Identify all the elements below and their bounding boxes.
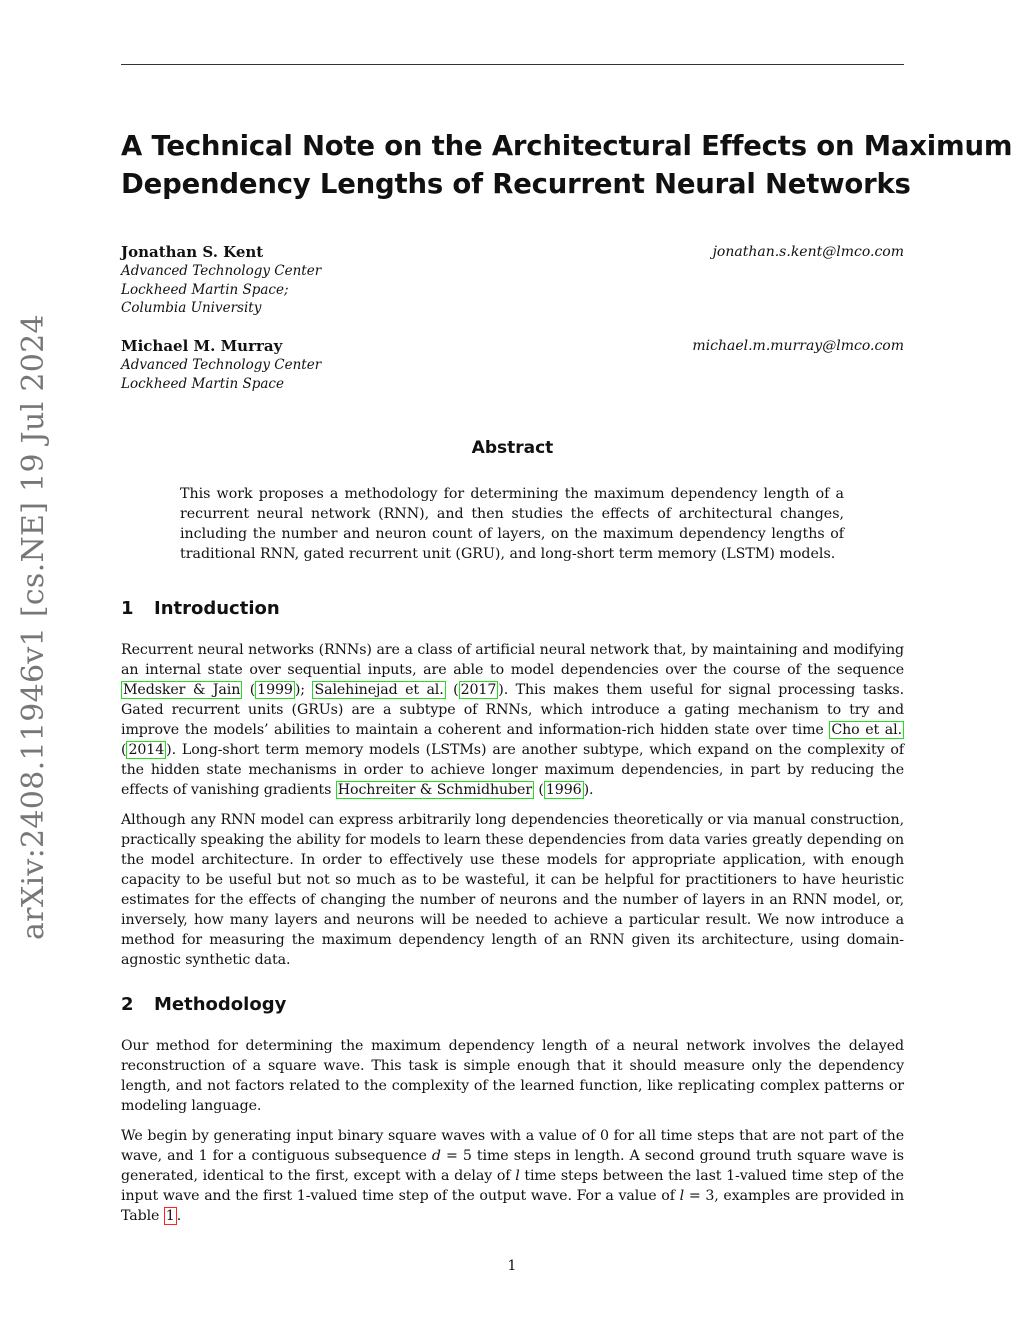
title-line-1: A Technical Note on the Architectural Effects on Maximum — [121, 130, 1013, 162]
author-block-2 — [121, 337, 904, 393]
section-number: 2 — [121, 994, 134, 1015]
section-number: 1 — [121, 598, 134, 619]
page-number: 1 — [507, 1258, 517, 1274]
citation-year-link[interactable]: 1999 — [257, 682, 293, 698]
abstract-text: This work proposes a methodology for determining the maximum dependency length of a recurrent neural network (RNN), and then studies the effects of architectural changes, including the number and neuron count of layers, on the maximum dependency lengths of traditional RNN, gated recurrent unit (GRU), and long-short term memory (LSTM) models. — [180, 486, 844, 562]
author-name: Michael M. Murray — [121, 337, 283, 355]
author-affiliation: Advanced Technology Center — [121, 357, 322, 373]
section-heading-introduction — [121, 598, 280, 619]
citation-year-link[interactable]: 2014 — [128, 742, 165, 758]
author-name: Jonathan S. Kent — [121, 243, 264, 261]
author-affiliation: Advanced Technology Center — [121, 263, 322, 279]
methodology-paragraph-1: Our method for determining the maximum dependency length of a neural network involves the delayed reconstruction of a square wave. This task is simple enough that it should measure only the dependency length, and not factors related to the complexity of the learned function, like replicating complex patterns or modeling language. — [121, 1038, 904, 1114]
abstract-heading: Abstract — [471, 438, 554, 458]
section-heading-methodology — [121, 994, 286, 1015]
text-run: ). — [583, 782, 594, 798]
table-reference-link[interactable]: 1 — [165, 1208, 175, 1224]
text-run: ); — [294, 682, 305, 698]
section-title: Methodology — [154, 994, 287, 1015]
citation-link[interactable]: Cho et al. — [831, 722, 902, 738]
text-run: = 3, examples are provided in Table — [121, 1188, 904, 1224]
text-run: . — [176, 1208, 182, 1224]
math-variable: l — [515, 1168, 520, 1184]
section-title: Introduction — [154, 598, 280, 619]
intro-paragraph-2: Although any RNN model can express arbitrarily long dependencies theoretically or via manual construction, practically speaking the ability for models to learn these dependencies from data varies greatly depending on the model architecture. In order to effectively use these models for appropriate application, with enough capacity to be useful but not so much as to be wasteful, it can be helpful for practitioners to have heuristic estimates for the effects of changing the number of neurons and the number of layers in an RNN model, or, inversely, how many layers and neurons will be needed to achieve a particular result. We now introduce a method for measuring the maximum dependency length of an RNN given its architecture, using domain-agnostic synthetic data. — [121, 812, 904, 968]
citation-link[interactable]: Medsker & Jain — [123, 682, 241, 698]
text-run: We begin by generating input binary square waves with a value of 0 for all time steps that are not part of the wave, and 1 for a contiguous subsequence — [121, 1128, 904, 1164]
title-line-2: Dependency Lengths of Recurrent Neural Networks — [121, 168, 911, 200]
top-rule — [121, 64, 904, 65]
author-email[interactable]: jonathan.s.kent@lmco.com — [712, 244, 904, 260]
text-run: Recurrent neural networks (RNNs) are a class of artificial neural network that, by maintaining and modifying an internal state over sequential inputs, are able to model dependencies over the course of the sequence — [121, 642, 904, 678]
text-run: ). Long-short term memory models (LSTMs) are another subtype, which expand on the complexity of the hidden state mechanisms in order to achieve longer maximum dependencies, in part by reducing the effects of vanishing gradients — [121, 742, 904, 798]
citation-year-link[interactable]: 2017 — [460, 682, 497, 698]
author-affiliation: Lockheed Martin Space — [121, 375, 284, 392]
math-variable: d — [431, 1148, 441, 1164]
text-run: ( — [249, 682, 256, 698]
text-run: time steps between the last 1-valued time step of the input wave and the first 1-valued time step of the output wave. For a value of — [121, 1168, 904, 1204]
author-email[interactable]: michael.m.murray@lmco.com — [692, 338, 904, 354]
author-affiliation: Lockheed Martin Space; — [121, 281, 289, 298]
arxiv-sidebar-stamp: arXiv:2408.11946v1 [cs.NE] 19 Jul 2024 — [16, 314, 51, 940]
author-block-1 — [121, 243, 904, 318]
intro-paragraph-1: Recurrent neural networks (RNNs) are a class of artificial neural network that, by maintaining and modifying an internal state over sequential inputs, are able to model dependencies over the course of the sequence Medsker & Jain ( 1999 ); Salehinejad et al. ( 2017 ). This makes them useful for signal processing tasks. Gated recurrent units (GRUs) are a subtype of RNNs, which introduce a gating mechanism to try and improve the models’ abilities to maintain a coherent and information-rich hidden state over time Cho et al. ( 2014 ). Long-short term memory models (LSTMs) are another subtype, which expand on the complexity of the hidden state mechanisms in order to achieve longer maximum dependencies, in part by reducing the effects of vanishing gradients Hochreiter & Schmidhuber ( 1996 ). — [121, 642, 904, 798]
citation-link[interactable]: Hochreiter & Schmidhuber — [337, 782, 533, 798]
methodology-paragraph-2 — [121, 1126, 904, 1226]
math-variable: l — [679, 1188, 685, 1204]
citation-link[interactable]: Salehinejad et al. — [314, 682, 444, 698]
paper-title — [121, 127, 1013, 203]
citation-year-link[interactable]: 1996 — [545, 782, 582, 798]
text-run: = 5 time steps in length. A second ground truth square wave is generated, identical to the first, except with a delay of — [121, 1148, 904, 1184]
text-run: ). This makes them useful for signal processing tasks. Gated recurrent units (GRUs) are a subtype of RNNs, which introduce a gating mechanism to try and improve the models’ abilities to maintain a coherent and information-rich hidden state over time — [121, 682, 904, 738]
author-affiliation: Columbia University — [121, 300, 262, 316]
